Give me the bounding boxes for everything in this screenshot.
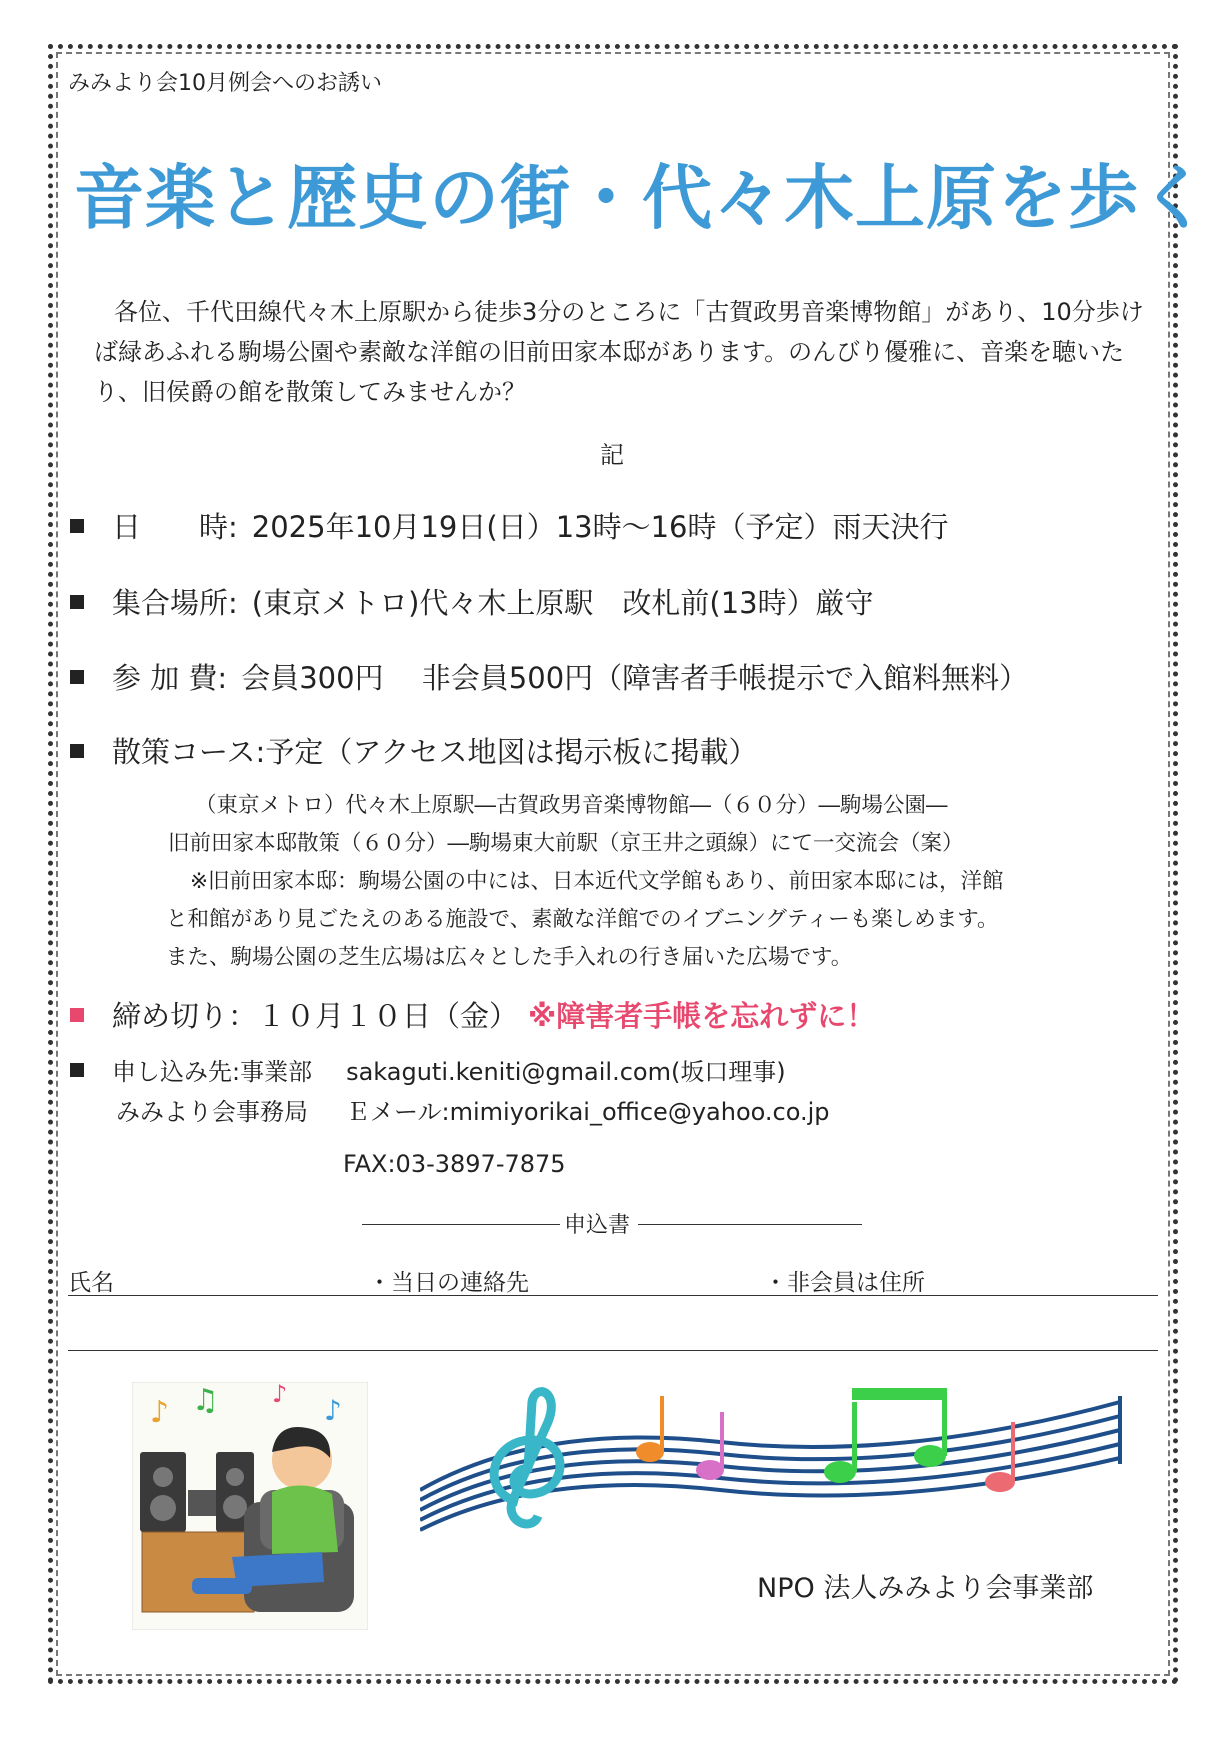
bullet-icon	[70, 595, 84, 609]
fee-value: 会員300円 非会員500円（障害者手帳提示で入館料無料）	[241, 661, 1029, 695]
form-heading-rule-left	[362, 1224, 560, 1225]
course-line-1: （東京メトロ）代々木上原駅―古賀政男音楽博物館―（６０分）―駒場公園―	[195, 793, 948, 818]
datetime-label: 日 時:	[112, 510, 238, 544]
footer-org: NPO 法人みみより会事業部	[757, 1573, 1094, 1604]
item-meeting	[70, 581, 874, 622]
course-line-2: 旧前田家本邸散策（６０分）―駒場東大前駅（京王井之頭線）にて一交流会（案）	[168, 831, 964, 856]
svg-text:♫: ♫	[192, 1383, 219, 1418]
course-label: 散策コース:予定（アクセス地図は掲示板に掲載）	[112, 735, 758, 769]
contact-label-1: 申し込み先:事業部	[112, 1058, 313, 1086]
svg-text:♪: ♪	[272, 1382, 288, 1408]
meeting-label: 集合場所:	[112, 586, 238, 620]
svg-text:♪: ♪	[324, 1394, 342, 1427]
bullet-icon	[70, 1008, 84, 1022]
music-listener-icon	[132, 1382, 368, 1630]
form-heading: 申込書	[564, 1213, 631, 1238]
intro-text: みみより会10月例会へのお誘い	[68, 71, 382, 96]
form-line-2[interactable]	[68, 1350, 1158, 1351]
course-note-3: また、駒場公園の芝生広場は広々とした手入れの行き届いた広場です。	[166, 945, 853, 970]
form-line-1[interactable]	[68, 1295, 1158, 1296]
page-title: 音楽と歴史の街・代々木上原を歩く	[74, 157, 1210, 239]
bullet-icon	[70, 744, 84, 758]
contact-fax: FAX:03-3897-7875	[343, 1150, 566, 1178]
fee-label: 参 加 費:	[112, 661, 228, 695]
course-note-1: ※旧前田家本邸：駒場公園の中には、日本近代文学館もあり、前田家本邸には，洋館	[190, 869, 1004, 894]
form-phone-label: ・当日の連絡先	[368, 1270, 529, 1296]
contact-label-2: みみより会事務局	[116, 1098, 308, 1126]
datetime-value: 2025年10月19日(日）13時～16時（予定）雨天決行	[251, 510, 949, 544]
music-staff-illustration	[420, 1382, 1140, 1532]
deadline-label: 締め切り：１０月１０日（金）	[112, 999, 519, 1033]
course-note-2: と和館があり見ごたえのある施設で、素敵な洋館でのイブニングティーも楽しめます。	[166, 907, 999, 932]
svg-text:♪: ♪	[150, 1395, 170, 1430]
treble-clef-staff-icon	[420, 1382, 1140, 1532]
bullet-icon	[70, 670, 84, 684]
form-heading-rule-right	[638, 1224, 862, 1225]
bullet-icon	[70, 1063, 84, 1077]
contact-value-1: sakaguti.keniti@gmail.com(坂口理事)	[346, 1058, 786, 1086]
item-contact	[70, 1052, 786, 1087]
deadline-warning: ※障害者手帳を忘れずに！	[528, 999, 876, 1033]
meeting-value: (東京メトロ)代々木上原駅 改札前(13時）厳守	[251, 586, 874, 620]
bullet-icon	[70, 519, 84, 533]
item-datetime	[70, 505, 949, 546]
ki-heading: 記	[600, 441, 624, 469]
contact-value-2: Ｅメール:mimiyorikai_office@yahoo.co.jp	[346, 1098, 830, 1126]
item-fee	[70, 656, 1028, 697]
form-name-label: 氏名	[68, 1270, 114, 1296]
item-deadline	[70, 994, 875, 1035]
intro-paragraph: 各位、千代田線代々木上原駅から徒歩3分のところに「古賀政男音楽博物館」があり、10分歩けば緑あふれる駒場公園や素敵な洋館の旧前田家本邸があります。のんびり優雅に、音楽を聴いたり、旧侯爵の館を散策してみませんか？	[94, 298, 1144, 406]
listening-illustration	[132, 1382, 368, 1630]
item-course	[70, 730, 757, 771]
form-address-label: ・非会員は住所	[764, 1270, 925, 1296]
